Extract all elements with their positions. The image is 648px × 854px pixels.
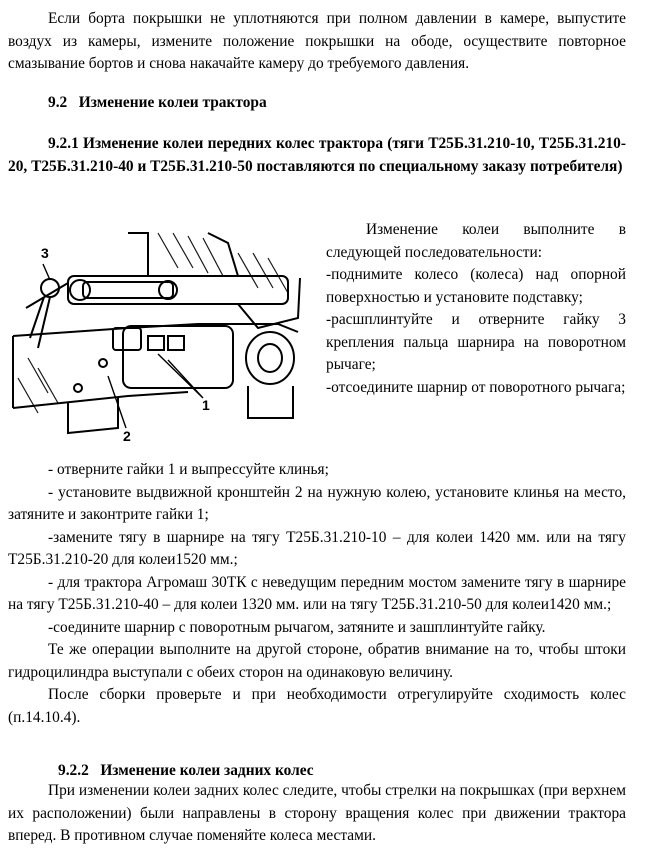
section-number: 9.2 <box>48 94 68 111</box>
section-title: Изменение колеи задних колес <box>100 762 314 779</box>
figure-label-2: 2 <box>123 428 131 444</box>
step-item: - установите выдвижной кронштейн 2 на нужную колею, установите клинья на место, затяните и законтрите гайки 1; <box>8 483 626 523</box>
section-title: Изменение колеи передних колес трактора (тяги Т25Б.31.210-10, Т25Б.31.210-20, Т25Б.31.210-40 и Т25Б.31.210-50 поставляются по специальному заказу потребителя) <box>8 135 626 175</box>
step-item: После сборки проверьте и при необходимости отрегулируйте сходимость колес (п.14.10.4). <box>8 686 626 726</box>
front-axle-illustration <box>8 228 308 453</box>
right-col-line-4: -отсоедините шарнир от поворотного рычага; <box>326 378 626 396</box>
right-col-line-3: -расшплинтуйте и отверните гайку 3 крепления пальца шарнира на поворотном рычаге; <box>326 311 626 373</box>
step-item: - для трактора Агромаш 30ТК с неведущим передним мостом замените тягу в шарнире на тягу Т25Б.31.210-40 – для колеи 1320 мм. или на тягу Т25Б.31.210-50 для колеи1420 мм.; <box>8 573 626 613</box>
section-heading-9-2 <box>48 92 267 115</box>
section-number: 9.2.2 <box>58 762 89 779</box>
step-item: - отверните гайки 1 и выпрессуйте клинья; <box>48 461 329 478</box>
step-item: Те же операции выполните на другой стороне, обратив внимание на то, чтобы штоки гидроцилиндра выступали с обеих сторон на одинаковую величину. <box>8 641 626 681</box>
step-item: -замените тягу в шарнире на тягу Т25Б.31.210-10 – для колеи 1420 мм. или на тягу Т25Б.31.210-20 для колеи1520 мм.; <box>8 528 626 568</box>
right-column-text <box>326 219 626 399</box>
right-col-line-2: -поднимите колесо (колеса) над опорной поверхностью и установите подставку; <box>326 266 626 306</box>
section-number: 9.2.1 <box>48 135 79 152</box>
step-item: -соедините шарнир с поворотным рычагом, затяните и зашплинтуйте гайку. <box>48 618 546 636</box>
figure-label-3: 3 <box>41 245 49 261</box>
section-heading-9-2-1 <box>8 133 626 178</box>
figure-label-1: 1 <box>202 397 210 413</box>
steps-list <box>8 459 626 729</box>
intro-paragraph: Если борта покрышки не уплотняются при полном давлении в камере, выпустите воздух из камеры, измените положение покрышки на ободе, осуществите повторное смазывание бортов и снова накачайте камеру до требуемого давления. <box>8 10 626 72</box>
right-col-line-1: Изменение колеи выполните в следующей последовательности: <box>326 221 626 261</box>
section-title: Изменение колеи трактора <box>78 94 267 111</box>
final-paragraph: При изменении колеи задних колес следите, чтобы стрелки на покрышках (при верхнем их расположении) были направлены в сторону вращения колес при движении трактора вперед. В противном случае поменяйте колеса местами. <box>8 782 626 844</box>
